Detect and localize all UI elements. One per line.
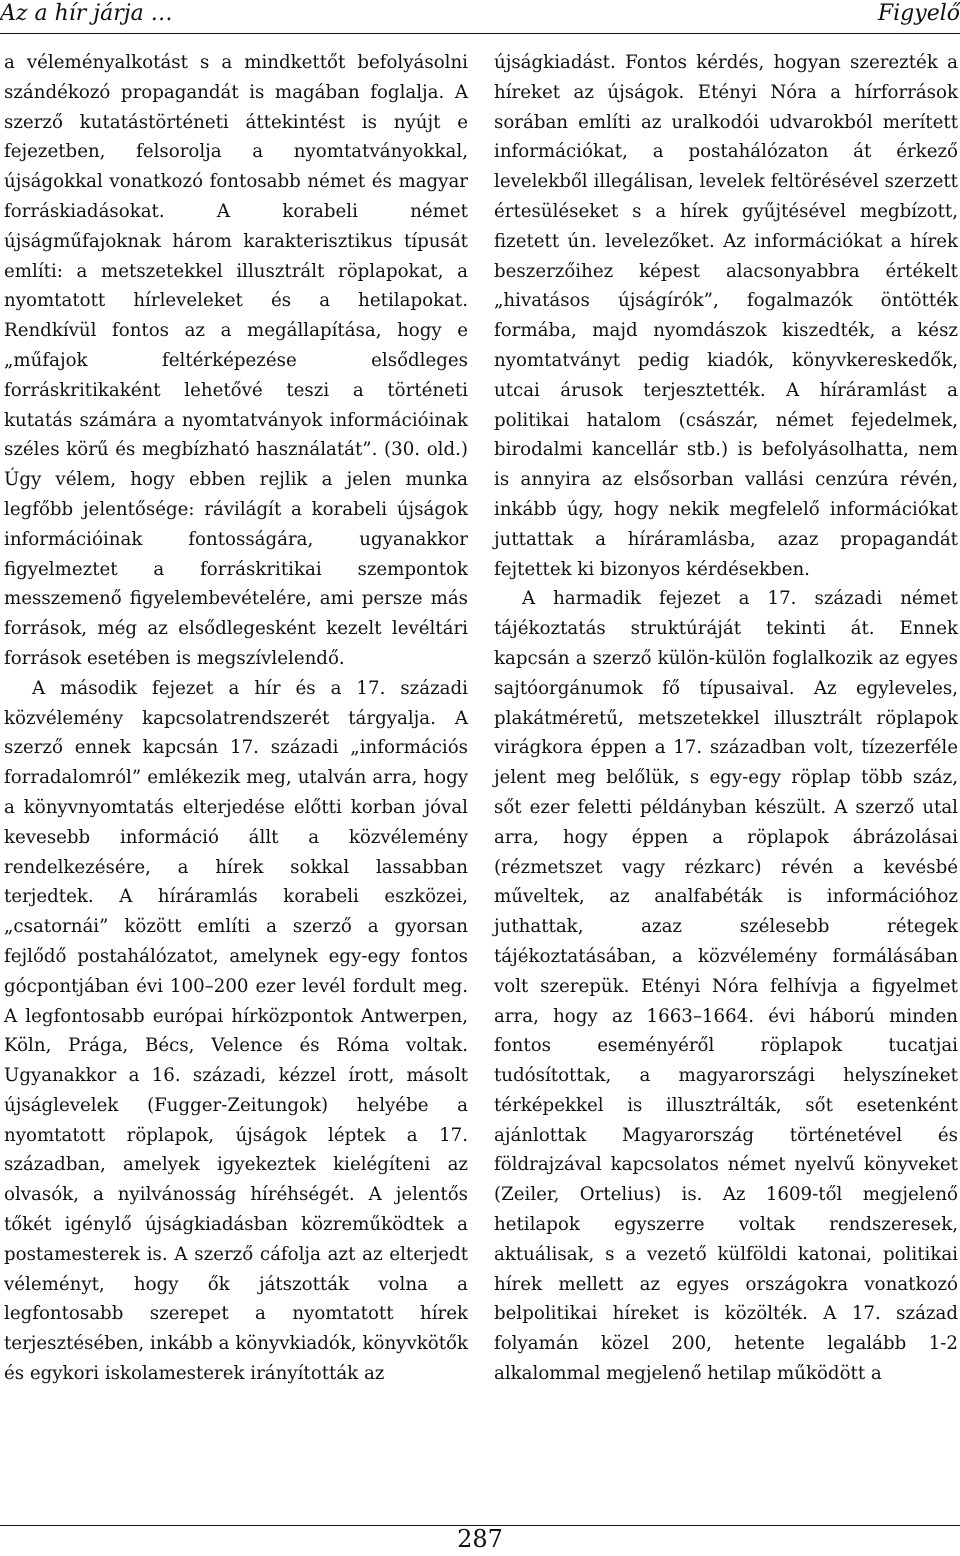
left-column bbox=[4, 48, 468, 1389]
running-header bbox=[0, 0, 960, 34]
section-name: Figyelő bbox=[877, 1, 960, 26]
header-rule bbox=[0, 33, 960, 34]
paragraph: a véleményalkotást s a mindkettőt befolyásolni szándékozó propagandát is magában foglalja. A szerző kutatástörténeti áttekintést is nyújt e fejezetben, felsorolja a nyomtatványokkal, újságokkal vonatkozó fontosabb német és magyar forráskiadásokat. A korabeli német újságműfajoknak három karakterisztikus típusát említi: a metszetekkel illusztrált röplapokat, a nyomtatott hírleveleket és a hetilapokat. Rendkívül fontos az a megállapítása, hogy e „műfajok feltérképezése elsődleges forráskritikaként lehetővé teszi a történeti kutatás számára a nyomtatványok információinak széles körű és megbízható használatát”. (30. old.) Úgy vélem, hogy ebben rejlik a jelen munka legfőbb jelentősége: rávilágít a korabeli újságok információinak fontosságára, ugyanakkor figyelmeztet a forráskritikai szempontok messzemenő figyelembevételére, ami persze más források, még az elsődlegesként kezelt levéltári források esetében is megszívlelendő. bbox=[4, 52, 468, 669]
paragraph: újságkiadást. Fontos kérdés, hogyan szerezték a híreket az újságok. Etényi Nóra a hírforrások sorában említi az uralkodói udvarokból merített információkat, a postahálózaton át érkező levelekből illegálisan, levelek feltörésével szerzett értesüléseket s a hírek gyűjtésével megbízott, fizetett ún. levelezőket. Az információkat a hírek beszerzőihez képest alacsonyabbra értékelt „hivatásos újságírók”, fogalmazók öntötték formába, majd nyomdászok kiszedték, a kész nyomtatványt pedig kiadók, könyvkereskedők, utcai árusok terjesztették. A híráramlást a politikai hatalom (császár, német fejedelmek, birodalmi kancellár stb.) is befolyásolhatta, nem is annyira az elsősorban vallási cenzúra révén, inkább úgy, hogy nekik megfelelő információkat juttattak a híráramlásba, azaz propagandát fejtettek ki bizonyos kérdésekben. bbox=[494, 52, 958, 580]
paragraph: A harmadik fejezet a 17. századi német tájékoztatás struktúráját tekinti át. Ennek kapcsán a szerző külön-külön foglalkozik az egyes sajtóorgánumok fő típusaival. Az egyleveles, plakátméretű, metszetekkel illusztrált röplapok virágkora éppen a 17. században volt, tízezerféle jelent meg belőlük, s egy-egy röplap több száz, sőt ezer feletti példányban készült. A szerző utal arra, hogy éppen a röplapok ábrázolásai (rézmetszet vagy rézkarc) révén a kevésbé műveltek, az analfabéták is információhoz juthattak, azaz szélesebb rétegek tájékoztatásában, a közvélemény formálásában volt szerepük. Etényi Nóra felhívja a figyelmet arra, hogy az 1663–1664. évi háború minden fontos eseményéről röplapok tucatjai tudósítottak, a magyarországi helyszíneket térképekkel is illusztrálták, sőt esetenként ajánlottak Magyarország történetével és földrajzával kapcsolatos német nyelvű könyveket (Zeiler, Ortelius) is. Az 1609-től megjelenő hetilapok egyszerre voltak rendszeresek, aktuálisak, s a vezető külföldi katonai, politikai hírek mellett az egyes országokra vonatkozó belpolitikai híreket is közölték. A 17. század folyamán közel 200, hetente legalább 1-2 alkalommal megjelenő hetilap működött a bbox=[494, 588, 958, 1385]
running-title: Az a hír járja … bbox=[0, 1, 173, 26]
right-column bbox=[494, 48, 958, 1389]
paragraph: A második fejezet a hír és a 17. századi közvélemény kapcsolatrendszerét tárgyalja. A szerző ennek kapcsán 17. századi „információs forradalomról” emlékezik meg, utalván arra, hogy a könyvnyomtatás elterjedése előtti korban jóval kevesebb információ állt a közvélemény rendelkezésére, a hírek sokkal lassabban terjedtek. A híráramlás korabeli eszközei, „csatornái” között említi a szerző a gyorsan fejlődő postahálózatot, amelynek egy-egy fontos gócpontjában évi 100–200 ezer levél fordult meg. A legfontosabb európai hírközpontok Antwerpen, Köln, Prága, Bécs, Velence és Róma voltak. Ugyanakkor a 16. századi, kézzel írott, másolt újságlevelek (Fugger-Zeitungok) helyébe a nyomtatott röplapok, újságok léptek a 17. században, amelyek igyekeztek kielégíteni az olvasók, a nyilvánosság híréhségét. A jelentős tőkét igénylő újságkiadásban közreműködtek a postamesterek is. A szerző cáfolja azt az elterjedt véleményt, hogy ők játszották volna a legfontosabb szerepet a nyomtatott hírek terjesztésében, inkább a könyvkiadók, könyvkötők és egykori iskolamesterek irányították az bbox=[4, 677, 468, 1385]
page-number: 287 bbox=[457, 1525, 503, 1553]
